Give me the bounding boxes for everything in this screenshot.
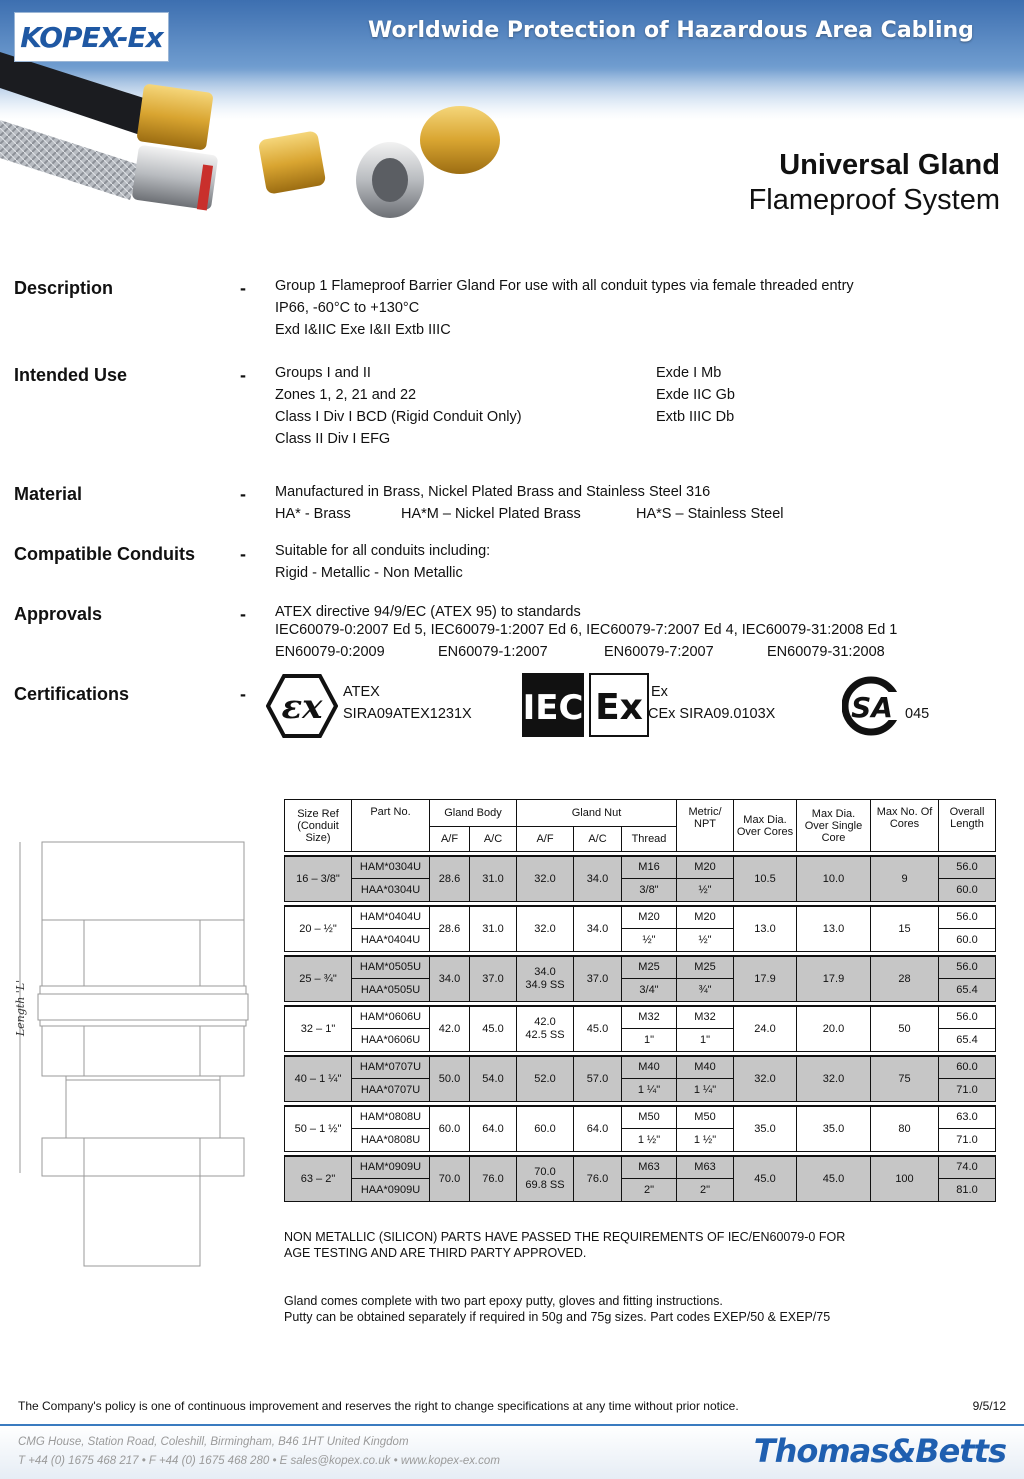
size-ref-cell: 40 – 1 ¼" bbox=[285, 1056, 352, 1102]
thread-cell: ½" bbox=[622, 929, 677, 952]
csa-certificate: 045 bbox=[905, 706, 930, 722]
body-af-cell: 70.0 bbox=[430, 1156, 470, 1202]
overall-length-cell: 63.0 bbox=[939, 1106, 996, 1129]
nut-ac-cell: 34.0 bbox=[574, 906, 622, 952]
intended-use-item: Zones 1, 2, 21 and 22 bbox=[275, 387, 417, 403]
nut-af-cell: 52.0 bbox=[517, 1056, 574, 1102]
material-line: Manufactured in Brass, Nickel Plated Brass and Stainless Steel 316 bbox=[275, 484, 711, 500]
metric-npt-cell: ½" bbox=[677, 879, 734, 902]
putty-note-line: Putty can be obtained separately if required in 50g and 75g sizes. Part codes EXEP/50 & EXEP/75 bbox=[284, 1310, 831, 1324]
intended-use-item: Groups I and II bbox=[275, 365, 371, 381]
nut-af-cell: 32.0 bbox=[517, 856, 574, 902]
thread-cell: M20 bbox=[622, 906, 677, 929]
nut-ac-cell: 34.0 bbox=[574, 856, 622, 902]
nut-af-cell-ss-value: 34.9 SS bbox=[525, 978, 565, 991]
banner-title: Worldwide Protection of Hazardous Area Cabling bbox=[368, 18, 974, 43]
header-body-ac: A/C bbox=[470, 827, 517, 852]
intended-use-dash: - bbox=[240, 365, 246, 385]
kopex-logo: KOPEX-Ex bbox=[14, 12, 169, 62]
metric-npt-cell: M25 bbox=[677, 956, 734, 979]
header-gland-body: Gland Body bbox=[430, 800, 517, 827]
max-cores-cell: 80 bbox=[871, 1106, 939, 1152]
part-no-cell: HAA*0505U bbox=[352, 979, 430, 1002]
overall-length-cell: 65.4 bbox=[939, 979, 996, 1002]
gland-technical-drawing bbox=[14, 838, 254, 1268]
body-ac-cell: 31.0 bbox=[470, 856, 517, 902]
description-dash: - bbox=[240, 278, 246, 298]
conduits-dash: - bbox=[240, 544, 246, 564]
part-no-cell: HAA*0304U bbox=[352, 879, 430, 902]
approval-standard: EN60079-1:2007 bbox=[438, 644, 548, 660]
thread-cell: M40 bbox=[622, 1056, 677, 1079]
max-dia-single-cell: 32.0 bbox=[797, 1056, 871, 1102]
material-option: HA*S – Stainless Steel bbox=[636, 506, 784, 522]
csa-logo-icon bbox=[842, 674, 904, 738]
material-dash: - bbox=[240, 484, 246, 504]
approvals-line: ATEX directive 94/9/EC (ATEX 95) to standards bbox=[275, 604, 581, 620]
svg-text:IEC: IEC bbox=[522, 688, 584, 728]
protection-code: Extb IIIC Db bbox=[656, 409, 735, 425]
max-cores-cell: 28 bbox=[871, 956, 939, 1002]
svg-text:εx: εx bbox=[281, 687, 323, 727]
part-no-cell: HAM*0404U bbox=[352, 906, 430, 929]
nut-af-cell bbox=[517, 1006, 574, 1052]
metric-npt-cell: M20 bbox=[677, 906, 734, 929]
nut-af-cell bbox=[517, 956, 574, 1002]
company-address: CMG House, Station Road, Coleshill, Birmingham, B46 1HT United Kingdom bbox=[18, 1436, 409, 1448]
part-no-cell: HAM*0808U bbox=[352, 1106, 430, 1129]
intended-use-label: Intended Use bbox=[14, 365, 128, 385]
nut-ac-cell: 64.0 bbox=[574, 1106, 622, 1152]
nut-af-cell-value: 70.0 bbox=[534, 1165, 556, 1178]
overall-length-cell: 71.0 bbox=[939, 1079, 996, 1102]
header-nut-af: A/F bbox=[517, 827, 574, 852]
silicon-note-line: NON METALLIC (SILICON) PARTS HAVE PASSED THE REQUIREMENTS OF IEC/EN60079-0 FOR bbox=[284, 1230, 846, 1244]
header-max-dia-single: Max Dia. Over Single Core bbox=[797, 800, 871, 852]
max-dia-single-cell: 10.0 bbox=[797, 856, 871, 902]
table-row bbox=[285, 1156, 996, 1179]
overall-length-cell: 56.0 bbox=[939, 906, 996, 929]
body-ac-cell: 37.0 bbox=[470, 956, 517, 1002]
product-title: Universal Gland bbox=[779, 149, 1000, 181]
nut-af-cell-ss-value: 69.8 SS bbox=[525, 1178, 565, 1191]
iecex-title: Ex bbox=[651, 684, 668, 700]
table-row bbox=[285, 1056, 996, 1079]
thread-cell: 3/4" bbox=[622, 979, 677, 1002]
body-ac-cell: 31.0 bbox=[470, 906, 517, 952]
product-title-block bbox=[749, 148, 1000, 218]
max-dia-single-cell: 20.0 bbox=[797, 1006, 871, 1052]
part-no-cell: HAA*0808U bbox=[352, 1129, 430, 1152]
body-af-cell: 50.0 bbox=[430, 1056, 470, 1102]
part-no-cell: HAM*0909U bbox=[352, 1156, 430, 1179]
max-dia-cores-cell: 45.0 bbox=[734, 1156, 797, 1202]
thread-cell: M63 bbox=[622, 1156, 677, 1179]
svg-text:Ex: Ex bbox=[595, 687, 643, 728]
svg-text:SA: SA bbox=[851, 691, 893, 724]
body-af-cell: 42.0 bbox=[430, 1006, 470, 1052]
max-dia-single-cell: 13.0 bbox=[797, 906, 871, 952]
iecex-certificate: CEx SIRA09.0103X bbox=[648, 706, 776, 722]
certifications-dash: - bbox=[240, 684, 246, 704]
atex-title: ATEX bbox=[343, 684, 380, 700]
overall-length-cell: 81.0 bbox=[939, 1179, 996, 1202]
header-size-ref: Size Ref (Conduit Size) bbox=[285, 800, 352, 852]
overall-length-cell: 65.4 bbox=[939, 1029, 996, 1052]
body-af-cell: 28.6 bbox=[430, 906, 470, 952]
metric-npt-cell: ½" bbox=[677, 929, 734, 952]
metric-npt-cell: 2" bbox=[677, 1179, 734, 1202]
metric-npt-cell: M32 bbox=[677, 1006, 734, 1029]
description-line: Exd I&IIC Exe I&II Extb IIIC bbox=[275, 322, 451, 338]
approvals-dash: - bbox=[240, 604, 246, 624]
size-ref-cell: 20 – ½" bbox=[285, 906, 352, 952]
body-ac-cell: 45.0 bbox=[470, 1006, 517, 1052]
thread-cell: M32 bbox=[622, 1006, 677, 1029]
max-cores-cell: 50 bbox=[871, 1006, 939, 1052]
overall-length-cell: 56.0 bbox=[939, 1006, 996, 1029]
metric-npt-cell: M20 bbox=[677, 856, 734, 879]
description-label: Description bbox=[14, 278, 114, 298]
metric-npt-cell: M50 bbox=[677, 1106, 734, 1129]
thread-cell: 1 ½" bbox=[622, 1129, 677, 1152]
thread-cell: 1 ¼" bbox=[622, 1079, 677, 1102]
size-ref-cell: 32 – 1" bbox=[285, 1006, 352, 1052]
nut-af-cell bbox=[517, 1156, 574, 1202]
description-line: Group 1 Flameproof Barrier Gland For use with all conduit types via female threaded entry bbox=[275, 278, 854, 294]
metric-npt-cell: 1" bbox=[677, 1029, 734, 1052]
spec-table bbox=[284, 799, 996, 1202]
max-cores-cell: 15 bbox=[871, 906, 939, 952]
part-no-cell: HAM*0505U bbox=[352, 956, 430, 979]
header-part-no: Part No. bbox=[352, 800, 430, 852]
nut-af-cell-value: 42.0 bbox=[534, 1015, 556, 1028]
nut-af-cell: 32.0 bbox=[517, 906, 574, 952]
description-line: IP66, -60°C to +130°C bbox=[275, 300, 420, 316]
nut-ac-cell: 37.0 bbox=[574, 956, 622, 1002]
table-row bbox=[285, 906, 996, 929]
header-gland-nut: Gland Nut bbox=[517, 800, 677, 827]
thread-cell: 3/8" bbox=[622, 879, 677, 902]
thread-cell: 2" bbox=[622, 1179, 677, 1202]
max-dia-cores-cell: 35.0 bbox=[734, 1106, 797, 1152]
size-ref-cell: 25 – ¾" bbox=[285, 956, 352, 1002]
thomas-betts-logo: Thomas&Betts bbox=[753, 1432, 1006, 1470]
protection-code: Exde I Mb bbox=[656, 365, 722, 381]
max-cores-cell: 100 bbox=[871, 1156, 939, 1202]
ex-hexagon-icon bbox=[266, 674, 338, 738]
overall-length-cell: 60.0 bbox=[939, 1056, 996, 1079]
body-af-cell: 60.0 bbox=[430, 1106, 470, 1152]
metric-npt-cell: 1 ½" bbox=[677, 1129, 734, 1152]
thread-cell: M50 bbox=[622, 1106, 677, 1129]
max-dia-cores-cell: 17.9 bbox=[734, 956, 797, 1002]
overall-length-cell: 60.0 bbox=[939, 879, 996, 902]
approvals-label: Approvals bbox=[14, 604, 103, 624]
max-dia-cores-cell: 24.0 bbox=[734, 1006, 797, 1052]
metric-npt-cell: 1 ¼" bbox=[677, 1079, 734, 1102]
max-cores-cell: 9 bbox=[871, 856, 939, 902]
conduits-line: Rigid - Metallic - Non Metallic bbox=[275, 565, 463, 581]
size-ref-cell: 50 – 1 ½" bbox=[285, 1106, 352, 1152]
metric-npt-cell: M40 bbox=[677, 1056, 734, 1079]
part-no-cell: HAM*0304U bbox=[352, 856, 430, 879]
max-dia-single-cell: 35.0 bbox=[797, 1106, 871, 1152]
nut-af-cell-value: 34.0 bbox=[534, 965, 556, 978]
metric-npt-cell: M63 bbox=[677, 1156, 734, 1179]
part-no-cell: HAA*0707U bbox=[352, 1079, 430, 1102]
intended-use-item: Class II Div I EFG bbox=[275, 431, 391, 447]
max-dia-cores-cell: 13.0 bbox=[734, 906, 797, 952]
body-ac-cell: 54.0 bbox=[470, 1056, 517, 1102]
nut-ac-cell: 45.0 bbox=[574, 1006, 622, 1052]
intended-use-item: Class I Div I BCD (Rigid Conduit Only) bbox=[275, 409, 522, 425]
approvals-line: IEC60079-0:2007 Ed 5, IEC60079-1:2007 Ed 6, IEC60079-7:2007 Ed 4, IEC60079-31:2008 Ed 1 bbox=[275, 622, 898, 638]
approval-standard: EN60079-7:2007 bbox=[604, 644, 714, 660]
company-contact: T +44 (0) 1675 468 217 • F +44 (0) 1675 468 280 • E sales@kopex.co.uk • www.kopex-ex.com bbox=[18, 1455, 500, 1467]
putty-note-line: Gland comes complete with two part epoxy putty, gloves and fitting instructions. bbox=[284, 1294, 723, 1308]
conduits-line: Suitable for all conduits including: bbox=[275, 543, 491, 559]
certifications-label: Certifications bbox=[14, 684, 130, 704]
body-ac-cell: 64.0 bbox=[470, 1106, 517, 1152]
nut-af-cell-ss-value: 42.5 SS bbox=[525, 1028, 565, 1041]
body-af-cell: 34.0 bbox=[430, 956, 470, 1002]
protection-code: Exde IIC Gb bbox=[656, 387, 735, 403]
nut-af-cell: 60.0 bbox=[517, 1106, 574, 1152]
overall-length-cell: 74.0 bbox=[939, 1156, 996, 1179]
approval-standard: EN60079-0:2009 bbox=[275, 644, 385, 660]
iecex-logo-icon bbox=[522, 673, 650, 737]
approval-standard: EN60079-31:2008 bbox=[767, 644, 885, 660]
product-photo bbox=[0, 40, 520, 230]
table-row bbox=[285, 1106, 996, 1129]
max-dia-single-cell: 45.0 bbox=[797, 1156, 871, 1202]
header-metric-npt: Metric/ NPT bbox=[677, 800, 734, 852]
size-ref-cell: 63 – 2" bbox=[285, 1156, 352, 1202]
overall-length-cell: 71.0 bbox=[939, 1129, 996, 1152]
header-nut-ac: A/C bbox=[574, 827, 622, 852]
part-no-cell: HAA*0909U bbox=[352, 1179, 430, 1202]
silicon-note-line: AGE TESTING AND ARE THIRD PARTY APPROVED. bbox=[284, 1246, 587, 1260]
overall-length-cell: 60.0 bbox=[939, 929, 996, 952]
header-thread: Thread bbox=[622, 827, 677, 852]
atex-certificate: SIRA09ATEX1231X bbox=[343, 706, 472, 722]
nut-ac-cell: 57.0 bbox=[574, 1056, 622, 1102]
overall-length-cell: 56.0 bbox=[939, 856, 996, 879]
max-cores-cell: 75 bbox=[871, 1056, 939, 1102]
metric-npt-cell: ¾" bbox=[677, 979, 734, 1002]
max-dia-cores-cell: 10.5 bbox=[734, 856, 797, 902]
table-row bbox=[285, 856, 996, 879]
product-subtitle: Flameproof System bbox=[748, 184, 1000, 216]
header-overall-length: Overall Length bbox=[939, 800, 996, 852]
overall-length-cell: 56.0 bbox=[939, 956, 996, 979]
max-dia-cores-cell: 32.0 bbox=[734, 1056, 797, 1102]
size-ref-cell: 16 – 3/8" bbox=[285, 856, 352, 902]
nut-ac-cell: 76.0 bbox=[574, 1156, 622, 1202]
policy-statement: The Company's policy is one of continuous improvement and reserves the right to change specifications at any time without prior notice. bbox=[18, 1399, 739, 1413]
thread-cell: M25 bbox=[622, 956, 677, 979]
part-no-cell: HAM*0707U bbox=[352, 1056, 430, 1079]
thread-cell: M16 bbox=[622, 856, 677, 879]
material-option: HA*M – Nickel Plated Brass bbox=[401, 506, 581, 522]
body-ac-cell: 76.0 bbox=[470, 1156, 517, 1202]
material-label: Material bbox=[14, 484, 83, 504]
thread-cell: 1" bbox=[622, 1029, 677, 1052]
header-banner bbox=[0, 0, 1024, 235]
header-max-cores: Max No. Of Cores bbox=[871, 800, 939, 852]
part-no-cell: HAA*0404U bbox=[352, 929, 430, 952]
table-row bbox=[285, 1006, 996, 1029]
table-row bbox=[285, 956, 996, 979]
length-label: Length 'L' bbox=[14, 979, 27, 1037]
header-body-af: A/F bbox=[430, 827, 470, 852]
conduits-label: Compatible Conduits bbox=[14, 544, 195, 564]
header-max-dia-cores: Max Dia. Over Cores bbox=[734, 800, 797, 852]
document-date: 9/5/12 bbox=[972, 1399, 1006, 1413]
part-no-cell: HAM*0606U bbox=[352, 1006, 430, 1029]
body-af-cell: 28.6 bbox=[430, 856, 470, 902]
max-dia-single-cell: 17.9 bbox=[797, 956, 871, 1002]
part-no-cell: HAA*0606U bbox=[352, 1029, 430, 1052]
material-option: HA* - Brass bbox=[275, 506, 351, 522]
